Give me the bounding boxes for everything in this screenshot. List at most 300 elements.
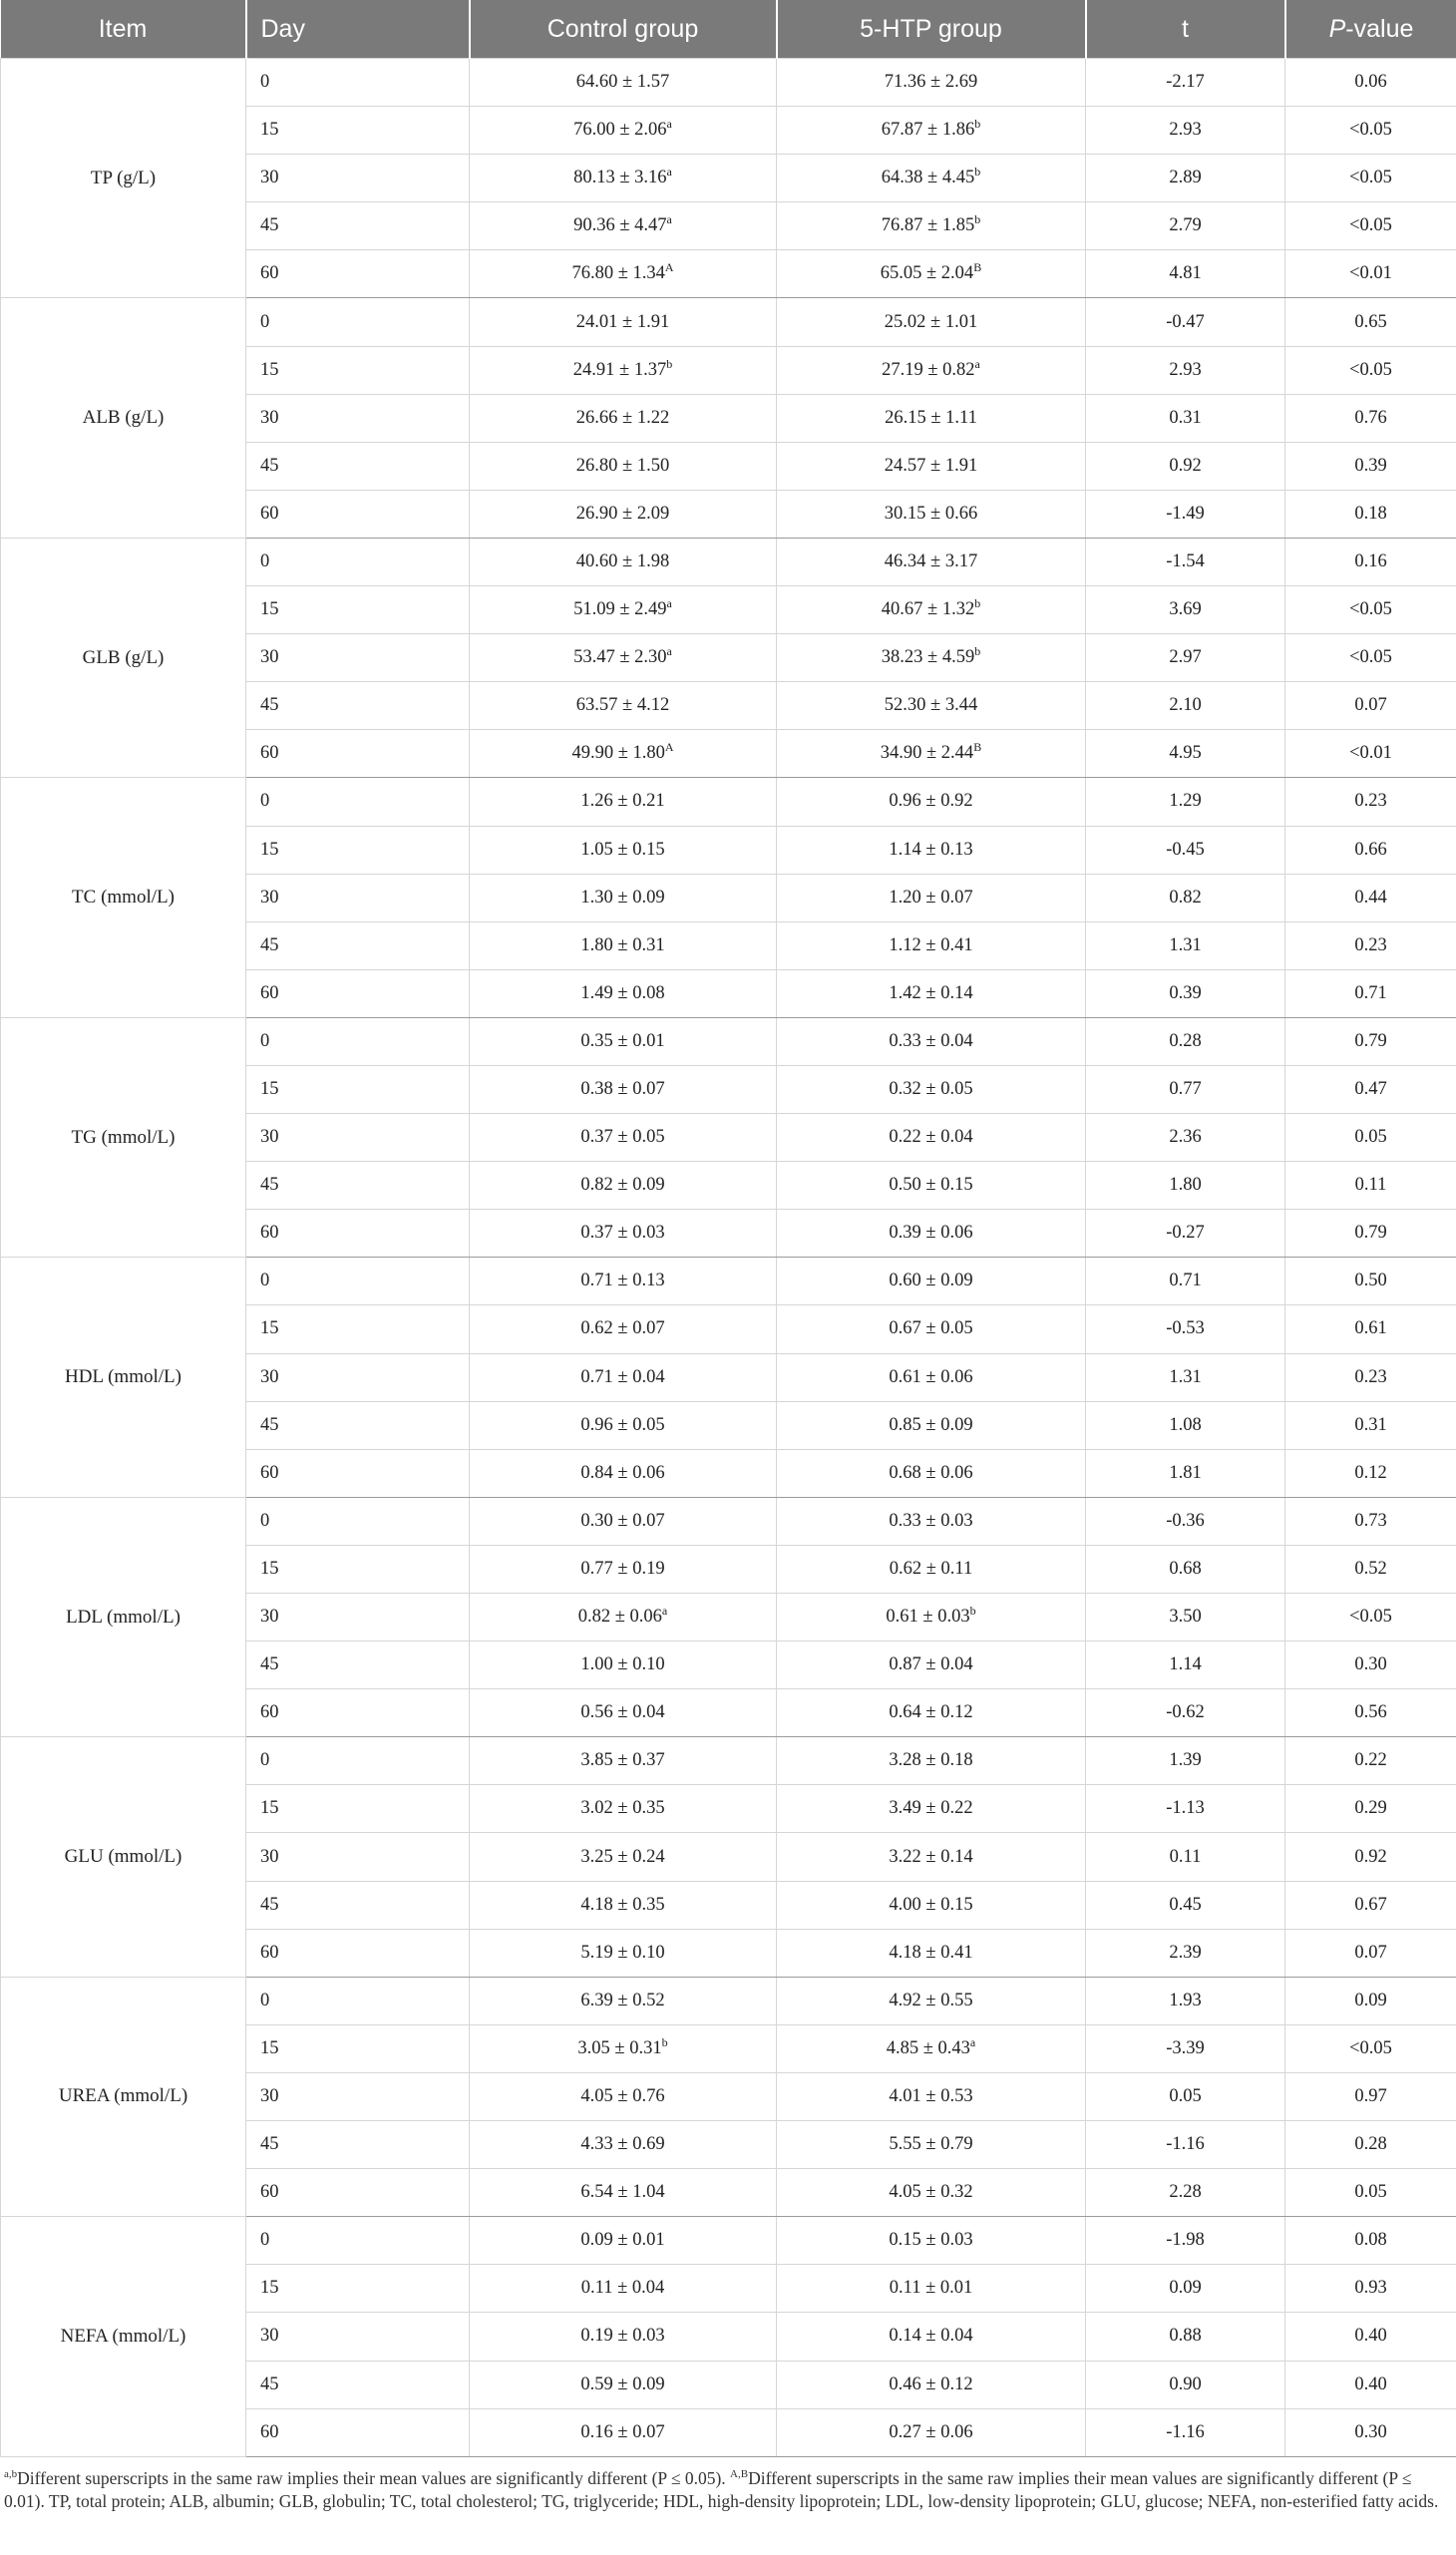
control-cell-value: 24.01 ± 1.91	[575, 311, 670, 332]
t-cell: 2.97	[1086, 634, 1285, 682]
day-cell: 15	[246, 826, 470, 874]
htp-cell-value: 3.28 ± 0.18	[889, 1750, 973, 1771]
htp-cell	[777, 1929, 1086, 1977]
control-cell-value: 0.16 ± 0.07	[580, 2421, 665, 2442]
day-cell: 15	[246, 586, 470, 634]
htp-cell-value: 64.38 ± 4.45	[881, 168, 975, 188]
htp-cell-superscript: B	[973, 260, 982, 275]
table-row	[1, 1258, 1456, 1305]
day-cell: 30	[246, 874, 470, 921]
p-value-cell: 0.23	[1285, 778, 1456, 826]
htp-cell	[777, 682, 1086, 730]
htp-cell-value: 0.11 ± 0.01	[889, 2278, 973, 2299]
control-cell-value: 63.57 ± 4.12	[575, 695, 670, 716]
control-cell	[470, 1497, 777, 1545]
p-value-cell: 0.56	[1285, 1689, 1456, 1737]
table-row	[1, 1977, 1456, 2024]
day-cell: 45	[246, 1881, 470, 1929]
t-cell: -0.27	[1086, 1210, 1285, 1258]
control-cell	[470, 1785, 777, 1833]
htp-cell-value: 0.60 ± 0.09	[889, 1271, 973, 1291]
htp-cell-value: 4.18 ± 0.41	[889, 1942, 973, 1963]
control-cell-superscript: b	[666, 356, 673, 371]
t-cell: 0.82	[1086, 874, 1285, 921]
control-cell-value: 0.37 ± 0.05	[580, 1127, 665, 1148]
t-cell: 2.10	[1086, 682, 1285, 730]
control-cell	[470, 1210, 777, 1258]
control-cell-value: 24.91 ± 1.37	[572, 359, 667, 380]
t-cell: 2.93	[1086, 107, 1285, 155]
htp-cell	[777, 1594, 1086, 1642]
p-value-cell: 0.39	[1285, 442, 1456, 490]
table-row	[1, 1017, 1456, 1065]
p-value-cell: 0.18	[1285, 490, 1456, 538]
htp-cell-value: 1.14 ± 0.13	[889, 839, 973, 860]
p-value-cell: <0.05	[1285, 586, 1456, 634]
t-cell: 0.77	[1086, 1065, 1285, 1113]
htp-cell	[777, 2408, 1086, 2456]
p-value-cell: 0.22	[1285, 1737, 1456, 1785]
t-cell: 0.09	[1086, 2265, 1285, 2313]
table-footnote	[4, 2467, 1452, 2513]
htp-cell-superscript: b	[974, 644, 981, 659]
table-row	[1, 298, 1456, 346]
htp-cell-value: 24.57 ± 1.91	[884, 455, 978, 476]
htp-cell-value: 0.22 ± 0.04	[889, 1127, 973, 1148]
control-cell	[470, 1065, 777, 1113]
p-value-cell: <0.05	[1285, 155, 1456, 202]
table-row	[1, 538, 1456, 585]
control-cell-value: 1.49 ± 0.08	[580, 982, 665, 1003]
control-cell-value: 6.54 ± 1.04	[580, 2182, 665, 2203]
t-cell: 1.80	[1086, 1162, 1285, 1210]
day-cell: 30	[246, 2313, 470, 2361]
htp-cell-value: 0.61 ± 0.03	[886, 1607, 970, 1628]
control-cell	[470, 1929, 777, 1977]
htp-cell	[777, 155, 1086, 202]
day-cell: 30	[246, 634, 470, 682]
htp-cell	[777, 1017, 1086, 1065]
htp-cell-value: 67.87 ± 1.86	[881, 120, 975, 141]
day-cell: 60	[246, 250, 470, 298]
htp-cell-value: 30.15 ± 0.66	[884, 503, 978, 524]
control-cell	[470, 730, 777, 778]
day-cell: 0	[246, 1977, 470, 2024]
p-value-cell: 0.67	[1285, 1881, 1456, 1929]
htp-cell	[777, 1065, 1086, 1113]
t-cell: -0.62	[1086, 1689, 1285, 1737]
control-cell-value: 6.39 ± 0.52	[580, 1990, 665, 2010]
control-cell-value: 49.90 ± 1.80	[571, 743, 665, 764]
item-cell: TP (g/L)	[1, 59, 246, 298]
control-cell-superscript: a	[666, 595, 672, 610]
control-cell	[470, 2361, 777, 2408]
htp-cell	[777, 2361, 1086, 2408]
p-value-cell: 0.31	[1285, 1401, 1456, 1449]
htp-cell-value: 0.68 ± 0.06	[889, 1462, 973, 1483]
htp-cell	[777, 490, 1086, 538]
day-cell: 30	[246, 155, 470, 202]
control-cell-value: 0.82 ± 0.06	[577, 1607, 662, 1628]
htp-cell-value: 0.32 ± 0.05	[889, 1079, 973, 1100]
htp-cell-value: 0.27 ± 0.06	[889, 2421, 973, 2442]
item-cell: TG (mmol/L)	[1, 1017, 246, 1257]
htp-cell-value: 0.62 ± 0.11	[889, 1558, 973, 1579]
htp-cell-value: 27.19 ± 0.82	[882, 359, 975, 380]
p-value-cell: 0.30	[1285, 1642, 1456, 1689]
control-cell-value: 0.77 ± 0.19	[580, 1558, 665, 1579]
control-cell	[470, 59, 777, 107]
control-cell-value: 80.13 ± 3.16	[573, 168, 667, 188]
htp-cell	[777, 298, 1086, 346]
control-cell	[470, 1642, 777, 1689]
control-cell-superscript: b	[661, 2034, 668, 2049]
item-cell: UREA (mmol/L)	[1, 1977, 246, 2216]
table-body	[1, 59, 1456, 2457]
day-cell: 45	[246, 2361, 470, 2408]
htp-cell	[777, 1545, 1086, 1593]
p-value-cell: 0.61	[1285, 1305, 1456, 1353]
htp-cell	[777, 1401, 1086, 1449]
htp-cell-value: 4.01 ± 0.53	[889, 2085, 973, 2106]
day-cell: 60	[246, 1449, 470, 1497]
day-cell: 60	[246, 730, 470, 778]
t-cell: 0.28	[1086, 1017, 1285, 1065]
day-cell: 45	[246, 1162, 470, 1210]
control-cell-value: 26.90 ± 2.09	[575, 503, 670, 524]
control-cell	[470, 2408, 777, 2456]
htp-cell-superscript: b	[974, 116, 981, 131]
p-value-cell: 0.50	[1285, 1258, 1456, 1305]
t-cell: 1.29	[1086, 778, 1285, 826]
htp-cell-value: 0.87 ± 0.04	[889, 1654, 973, 1675]
day-cell: 30	[246, 1833, 470, 1881]
control-cell-value: 1.30 ± 0.09	[580, 887, 665, 908]
day-cell: 0	[246, 298, 470, 346]
control-cell	[470, 250, 777, 298]
control-cell-value: 1.05 ± 0.15	[580, 839, 665, 860]
control-cell	[470, 2313, 777, 2361]
header-item: Item	[1, 0, 246, 59]
control-cell-value: 0.56 ± 0.04	[580, 1702, 665, 1723]
control-cell-value: 4.05 ± 0.76	[580, 2085, 665, 2106]
htp-cell	[777, 1785, 1086, 1833]
day-cell: 0	[246, 59, 470, 107]
htp-cell-value: 38.23 ± 4.59	[881, 647, 975, 668]
t-cell: -0.53	[1086, 1305, 1285, 1353]
htp-cell-superscript: b	[969, 1603, 976, 1618]
control-cell-value: 0.82 ± 0.09	[580, 1175, 665, 1196]
day-cell: 45	[246, 202, 470, 250]
header-t: t	[1086, 0, 1285, 59]
control-cell	[470, 298, 777, 346]
control-cell-value: 76.00 ± 2.06	[573, 120, 667, 141]
htp-cell	[777, 778, 1086, 826]
htp-cell-value: 52.30 ± 3.44	[884, 695, 978, 716]
day-cell: 0	[246, 1258, 470, 1305]
p-value-cell: 0.28	[1285, 2121, 1456, 2169]
t-cell: 1.93	[1086, 1977, 1285, 2024]
table-header	[1, 0, 1456, 59]
day-cell: 45	[246, 921, 470, 969]
p-value-cell: 0.93	[1285, 2265, 1456, 2313]
control-cell	[470, 1305, 777, 1353]
control-cell	[470, 586, 777, 634]
header-p-value	[1285, 0, 1456, 59]
item-cell: ALB (g/L)	[1, 298, 246, 538]
header-p-letter: P	[1328, 14, 1346, 43]
control-cell	[470, 826, 777, 874]
p-value-cell: 0.44	[1285, 874, 1456, 921]
htp-cell	[777, 394, 1086, 442]
header-5htp-group: 5-HTP group	[777, 0, 1086, 59]
htp-cell	[777, 826, 1086, 874]
control-cell	[470, 1162, 777, 1210]
t-cell: 0.90	[1086, 2361, 1285, 2408]
control-cell	[470, 2217, 777, 2265]
day-cell: 30	[246, 1594, 470, 1642]
control-cell-value: 4.18 ± 0.35	[580, 1894, 665, 1915]
p-value-cell: 0.07	[1285, 682, 1456, 730]
t-cell: 3.50	[1086, 1594, 1285, 1642]
item-cell: TC (mmol/L)	[1, 778, 246, 1017]
htp-cell	[777, 1114, 1086, 1162]
p-value-cell: 0.23	[1285, 1353, 1456, 1401]
t-cell: 2.89	[1086, 155, 1285, 202]
control-cell-value: 0.84 ± 0.06	[580, 1462, 665, 1483]
p-value-cell: 0.71	[1285, 969, 1456, 1017]
control-cell-value: 3.05 ± 0.31	[577, 2037, 662, 2058]
day-cell: 15	[246, 1065, 470, 1113]
p-value-cell: 0.76	[1285, 394, 1456, 442]
item-cell: HDL (mmol/L)	[1, 1258, 246, 1497]
htp-cell	[777, 2169, 1086, 2217]
t-cell: 2.36	[1086, 1114, 1285, 1162]
control-cell	[470, 1833, 777, 1881]
p-value-cell: <0.05	[1285, 202, 1456, 250]
day-cell: 60	[246, 969, 470, 1017]
control-cell	[470, 1977, 777, 2024]
control-cell-value: 4.33 ± 0.69	[580, 2134, 665, 2155]
htp-cell	[777, 1642, 1086, 1689]
day-cell: 60	[246, 2408, 470, 2456]
htp-cell-value: 4.92 ± 0.55	[889, 1990, 973, 2010]
day-cell: 0	[246, 1497, 470, 1545]
htp-cell-value: 26.15 ± 1.11	[885, 407, 977, 428]
control-cell-value: 0.71 ± 0.04	[580, 1366, 665, 1387]
p-value-cell: <0.05	[1285, 1594, 1456, 1642]
control-cell	[470, 202, 777, 250]
control-cell	[470, 2169, 777, 2217]
control-cell	[470, 1114, 777, 1162]
t-cell: -1.16	[1086, 2408, 1285, 2456]
day-cell: 30	[246, 1353, 470, 1401]
control-cell	[470, 2265, 777, 2313]
htp-cell-value: 0.14 ± 0.04	[889, 2326, 973, 2347]
htp-cell	[777, 586, 1086, 634]
htp-cell	[777, 1258, 1086, 1305]
control-cell-value: 1.26 ± 0.21	[580, 791, 665, 812]
p-value-cell: 0.08	[1285, 2217, 1456, 2265]
control-cell	[470, 2121, 777, 2169]
htp-cell	[777, 346, 1086, 394]
control-cell-value: 64.60 ± 1.57	[575, 72, 670, 93]
htp-cell	[777, 1162, 1086, 1210]
footnote-sup-ab: a,b	[4, 2467, 18, 2480]
header-p-suffix: -value	[1345, 14, 1414, 43]
day-cell: 0	[246, 538, 470, 585]
p-value-cell: 0.40	[1285, 2313, 1456, 2361]
item-cell: LDL (mmol/L)	[1, 1497, 246, 1736]
header-day: Day	[246, 0, 470, 59]
htp-cell-superscript: b	[974, 595, 981, 610]
control-cell	[470, 634, 777, 682]
p-value-cell: 0.07	[1285, 1929, 1456, 1977]
header-row	[1, 0, 1456, 59]
p-value-cell: 0.06	[1285, 59, 1456, 107]
htp-cell	[777, 2217, 1086, 2265]
htp-cell-value: 40.67 ± 1.32	[881, 599, 975, 620]
htp-cell	[777, 1449, 1086, 1497]
footnote-sup-AB: A,B	[730, 2467, 749, 2480]
t-cell: 0.39	[1086, 969, 1285, 1017]
htp-cell-value: 0.50 ± 0.15	[889, 1175, 973, 1196]
control-cell	[470, 1353, 777, 1401]
day-cell: 45	[246, 682, 470, 730]
control-cell-value: 5.19 ± 0.10	[580, 1942, 665, 1963]
htp-cell-value: 4.05 ± 0.32	[889, 2182, 973, 2203]
control-cell-value: 3.85 ± 0.37	[580, 1750, 665, 1771]
htp-cell-value: 0.96 ± 0.92	[889, 791, 973, 812]
control-cell-value: 0.37 ± 0.03	[580, 1223, 665, 1244]
t-cell: -0.36	[1086, 1497, 1285, 1545]
control-cell-value: 0.30 ± 0.07	[580, 1510, 665, 1531]
p-value-cell: <0.01	[1285, 730, 1456, 778]
htp-cell-value: 4.85 ± 0.43	[886, 2037, 970, 2058]
control-cell	[470, 1737, 777, 1785]
t-cell: 0.45	[1086, 1881, 1285, 1929]
p-value-cell: 0.30	[1285, 2408, 1456, 2456]
t-cell: 0.71	[1086, 1258, 1285, 1305]
t-cell: 0.92	[1086, 442, 1285, 490]
htp-cell-value: 3.49 ± 0.22	[889, 1798, 973, 1819]
htp-cell-value: 5.55 ± 0.79	[889, 2134, 973, 2155]
p-value-cell: 0.16	[1285, 538, 1456, 585]
header-control-group: Control group	[470, 0, 777, 59]
day-cell: 15	[246, 2265, 470, 2313]
p-value-cell: 0.23	[1285, 921, 1456, 969]
day-cell: 60	[246, 1210, 470, 1258]
table-row	[1, 2217, 1456, 2265]
htp-cell-superscript: B	[973, 740, 982, 755]
p-value-cell: <0.05	[1285, 346, 1456, 394]
p-value-cell: <0.05	[1285, 2024, 1456, 2072]
htp-cell-value: 1.20 ± 0.07	[889, 887, 973, 908]
footnote-text-1: Different superscripts in the same raw implies their mean values are significantly different (P ≤ 0.05).	[17, 2467, 731, 2488]
htp-cell	[777, 969, 1086, 1017]
htp-cell-value: 0.33 ± 0.04	[889, 1030, 973, 1051]
control-cell-value: 0.19 ± 0.03	[580, 2326, 665, 2347]
control-cell	[470, 2072, 777, 2120]
control-cell	[470, 1594, 777, 1642]
control-cell	[470, 1689, 777, 1737]
footnote-text-2: Different superscripts in the same raw implies their mean values are significantly different (P ≤ 0.01). TP, total protein; ALB, albumin; GLB, globulin; TC, total cholesterol; TG, triglyceride; HDL, high-density lipoprotein; LDL, low-density lipoprotein; GLU, glucose; NEFA, non-esterified fatty acids.	[4, 2467, 1439, 2511]
control-cell-value: 90.36 ± 4.47	[573, 215, 667, 236]
control-cell	[470, 538, 777, 585]
day-cell: 15	[246, 2024, 470, 2072]
control-cell-superscript: a	[666, 644, 672, 659]
control-cell-value: 0.35 ± 0.01	[580, 1030, 665, 1051]
control-cell-value: 0.59 ± 0.09	[580, 2373, 665, 2394]
control-cell-superscript: A	[664, 740, 674, 755]
htp-cell-superscript: a	[969, 2034, 976, 2049]
t-cell: -2.17	[1086, 59, 1285, 107]
day-cell: 0	[246, 1017, 470, 1065]
htp-cell-value: 0.85 ± 0.09	[889, 1414, 973, 1435]
control-cell	[470, 155, 777, 202]
control-cell	[470, 682, 777, 730]
p-value-cell: 0.73	[1285, 1497, 1456, 1545]
control-cell-value: 1.80 ± 0.31	[580, 934, 665, 955]
control-cell	[470, 1881, 777, 1929]
t-cell: -1.13	[1086, 1785, 1285, 1833]
control-cell-value: 0.11 ± 0.04	[580, 2278, 665, 2299]
p-value-cell: 0.79	[1285, 1017, 1456, 1065]
t-cell: 0.88	[1086, 2313, 1285, 2361]
control-cell-value: 0.38 ± 0.07	[580, 1079, 665, 1100]
p-value-cell: 0.11	[1285, 1162, 1456, 1210]
p-value-cell: 0.05	[1285, 1114, 1456, 1162]
day-cell: 30	[246, 1114, 470, 1162]
control-cell	[470, 1017, 777, 1065]
control-cell-value: 0.09 ± 0.01	[580, 2230, 665, 2251]
htp-cell-superscript: b	[974, 212, 981, 227]
control-cell-value: 1.00 ± 0.10	[580, 1654, 665, 1675]
p-value-cell: 0.92	[1285, 1833, 1456, 1881]
p-value-cell: 0.40	[1285, 2361, 1456, 2408]
day-cell: 15	[246, 107, 470, 155]
htp-cell	[777, 442, 1086, 490]
t-cell: 0.31	[1086, 394, 1285, 442]
t-cell: -1.98	[1086, 2217, 1285, 2265]
htp-cell-value: 25.02 ± 1.01	[884, 311, 978, 332]
day-cell: 60	[246, 490, 470, 538]
control-cell	[470, 442, 777, 490]
p-value-cell: 0.97	[1285, 2072, 1456, 2120]
control-cell	[470, 778, 777, 826]
htp-cell-value: 46.34 ± 3.17	[884, 550, 978, 571]
t-cell: 4.95	[1086, 730, 1285, 778]
day-cell: 45	[246, 1642, 470, 1689]
day-cell: 15	[246, 1305, 470, 1353]
t-cell: 0.11	[1086, 1833, 1285, 1881]
day-cell: 45	[246, 1401, 470, 1449]
control-cell	[470, 921, 777, 969]
t-cell: 1.14	[1086, 1642, 1285, 1689]
t-cell: -3.39	[1086, 2024, 1285, 2072]
t-cell: 2.93	[1086, 346, 1285, 394]
t-cell: 1.31	[1086, 1353, 1285, 1401]
day-cell: 15	[246, 346, 470, 394]
htp-cell	[777, 1689, 1086, 1737]
control-cell-superscript: A	[664, 260, 674, 275]
day-cell: 30	[246, 394, 470, 442]
control-cell-value: 26.66 ± 1.22	[575, 407, 670, 428]
htp-cell-value: 76.87 ± 1.85	[881, 215, 975, 236]
htp-cell-value: 34.90 ± 2.44	[880, 743, 974, 764]
control-cell	[470, 1545, 777, 1593]
htp-cell-value: 0.61 ± 0.06	[889, 1366, 973, 1387]
